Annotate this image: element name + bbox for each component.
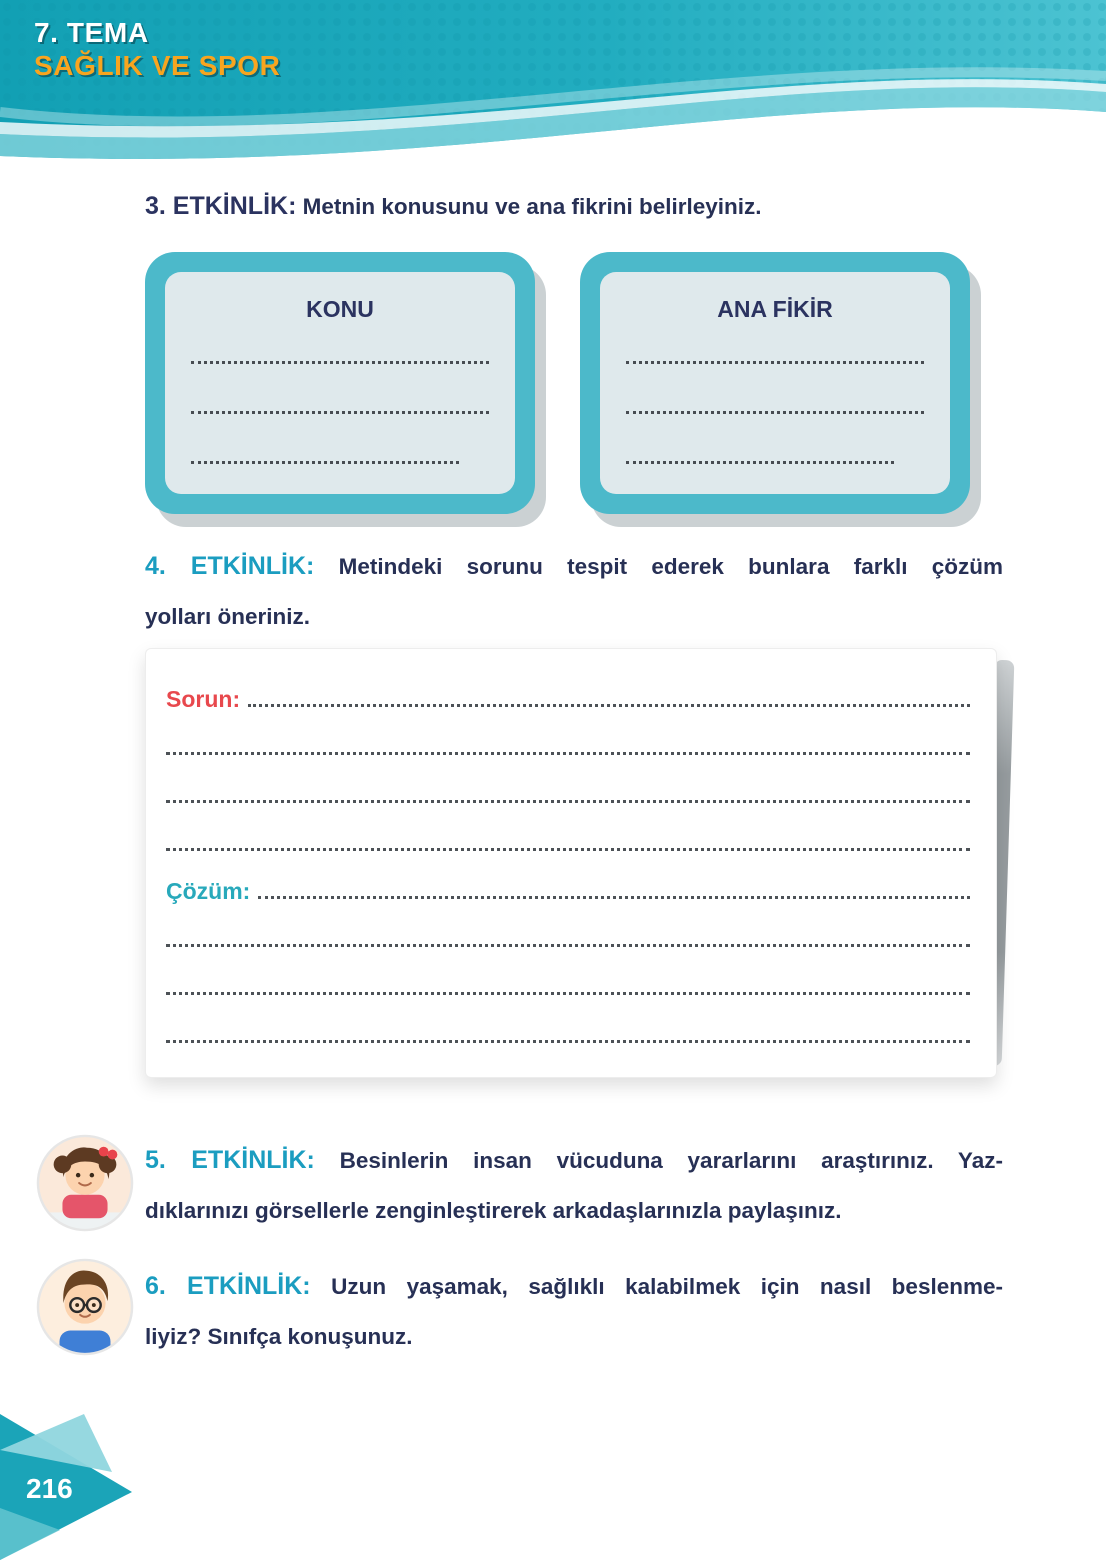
activity3-label: 3. ETKİNLİK:	[145, 192, 297, 220]
activity6-label: 6. ETKİNLİK:	[145, 1272, 311, 1300]
answer-row	[166, 713, 970, 761]
solution-row	[166, 857, 970, 905]
activity5-text-line2: dıklarınızı görsellerle zenginleştirerek arkadaşlarınızla paylaşınız.	[145, 1198, 842, 1223]
answer-line[interactable]	[166, 848, 970, 851]
page-number: 216	[26, 1473, 73, 1504]
answer-line[interactable]	[248, 704, 970, 707]
activity5-label: 5. ETKİNLİK:	[145, 1146, 315, 1174]
girl-avatar-icon	[36, 1134, 134, 1232]
activity4-heading	[145, 552, 1003, 581]
tema-number: 7. TEMA	[34, 17, 149, 48]
activity5-heading	[145, 1146, 1003, 1175]
answer-line[interactable]	[166, 752, 970, 755]
konu-box-title: KONU	[306, 296, 374, 322]
activity3-heading	[145, 192, 1003, 221]
activity4-label: 4. ETKİNLİK:	[145, 552, 315, 580]
konu-box-inner	[165, 272, 515, 494]
answer-panel	[145, 648, 997, 1078]
answer-line[interactable]	[191, 461, 459, 464]
answer-line[interactable]	[191, 411, 489, 414]
answer-line[interactable]	[626, 461, 894, 464]
answer-line[interactable]	[191, 361, 489, 364]
answer-line[interactable]	[166, 992, 970, 995]
problem-row	[166, 665, 970, 713]
boy-avatar-icon	[36, 1258, 134, 1356]
activity6-heading	[145, 1272, 1003, 1301]
answer-line[interactable]	[166, 1040, 970, 1043]
answer-row	[166, 953, 970, 1001]
activity6-text-line1: Uzun yaşamak, sağlıklı kalabilmek için nasıl beslenme-	[331, 1274, 1003, 1299]
page-number-triangles	[0, 1396, 160, 1560]
tema-block	[34, 16, 280, 82]
activity5-text-line1: Besinlerin insan vücuduna yararlarını araştırınız. Yaz-	[339, 1148, 1003, 1173]
problem-label: Sorun:	[166, 686, 241, 712]
activity6-text-line2: liyiz? Sınıfça konuşunuz.	[145, 1324, 413, 1349]
header-wave	[0, 0, 1106, 195]
tema-title: SAĞLIK VE SPOR	[34, 50, 281, 82]
solution-label: Çözüm:	[166, 878, 251, 904]
answer-line[interactable]	[626, 411, 924, 414]
answer-line[interactable]	[166, 944, 970, 947]
ana-fikir-box-title: ANA FİKİR	[717, 296, 833, 322]
ana-fikir-box-inner	[600, 272, 950, 494]
answer-row	[166, 809, 970, 857]
answer-row	[166, 905, 970, 953]
answer-row	[166, 761, 970, 809]
konu-box	[145, 252, 535, 514]
activity3-text: Metnin konusunu ve ana fikrini belirleyiniz.	[302, 194, 762, 219]
answer-line[interactable]	[626, 361, 924, 364]
ana-fikir-box	[580, 252, 970, 514]
answer-row	[166, 1001, 970, 1049]
activity4-text-line1: Metindeki sorunu tespit ederek bunlara farklı çözüm	[338, 554, 1003, 579]
activity4-text-line2: yolları öneriniz.	[145, 604, 311, 629]
answer-line[interactable]	[258, 896, 970, 899]
answer-line[interactable]	[166, 800, 970, 803]
